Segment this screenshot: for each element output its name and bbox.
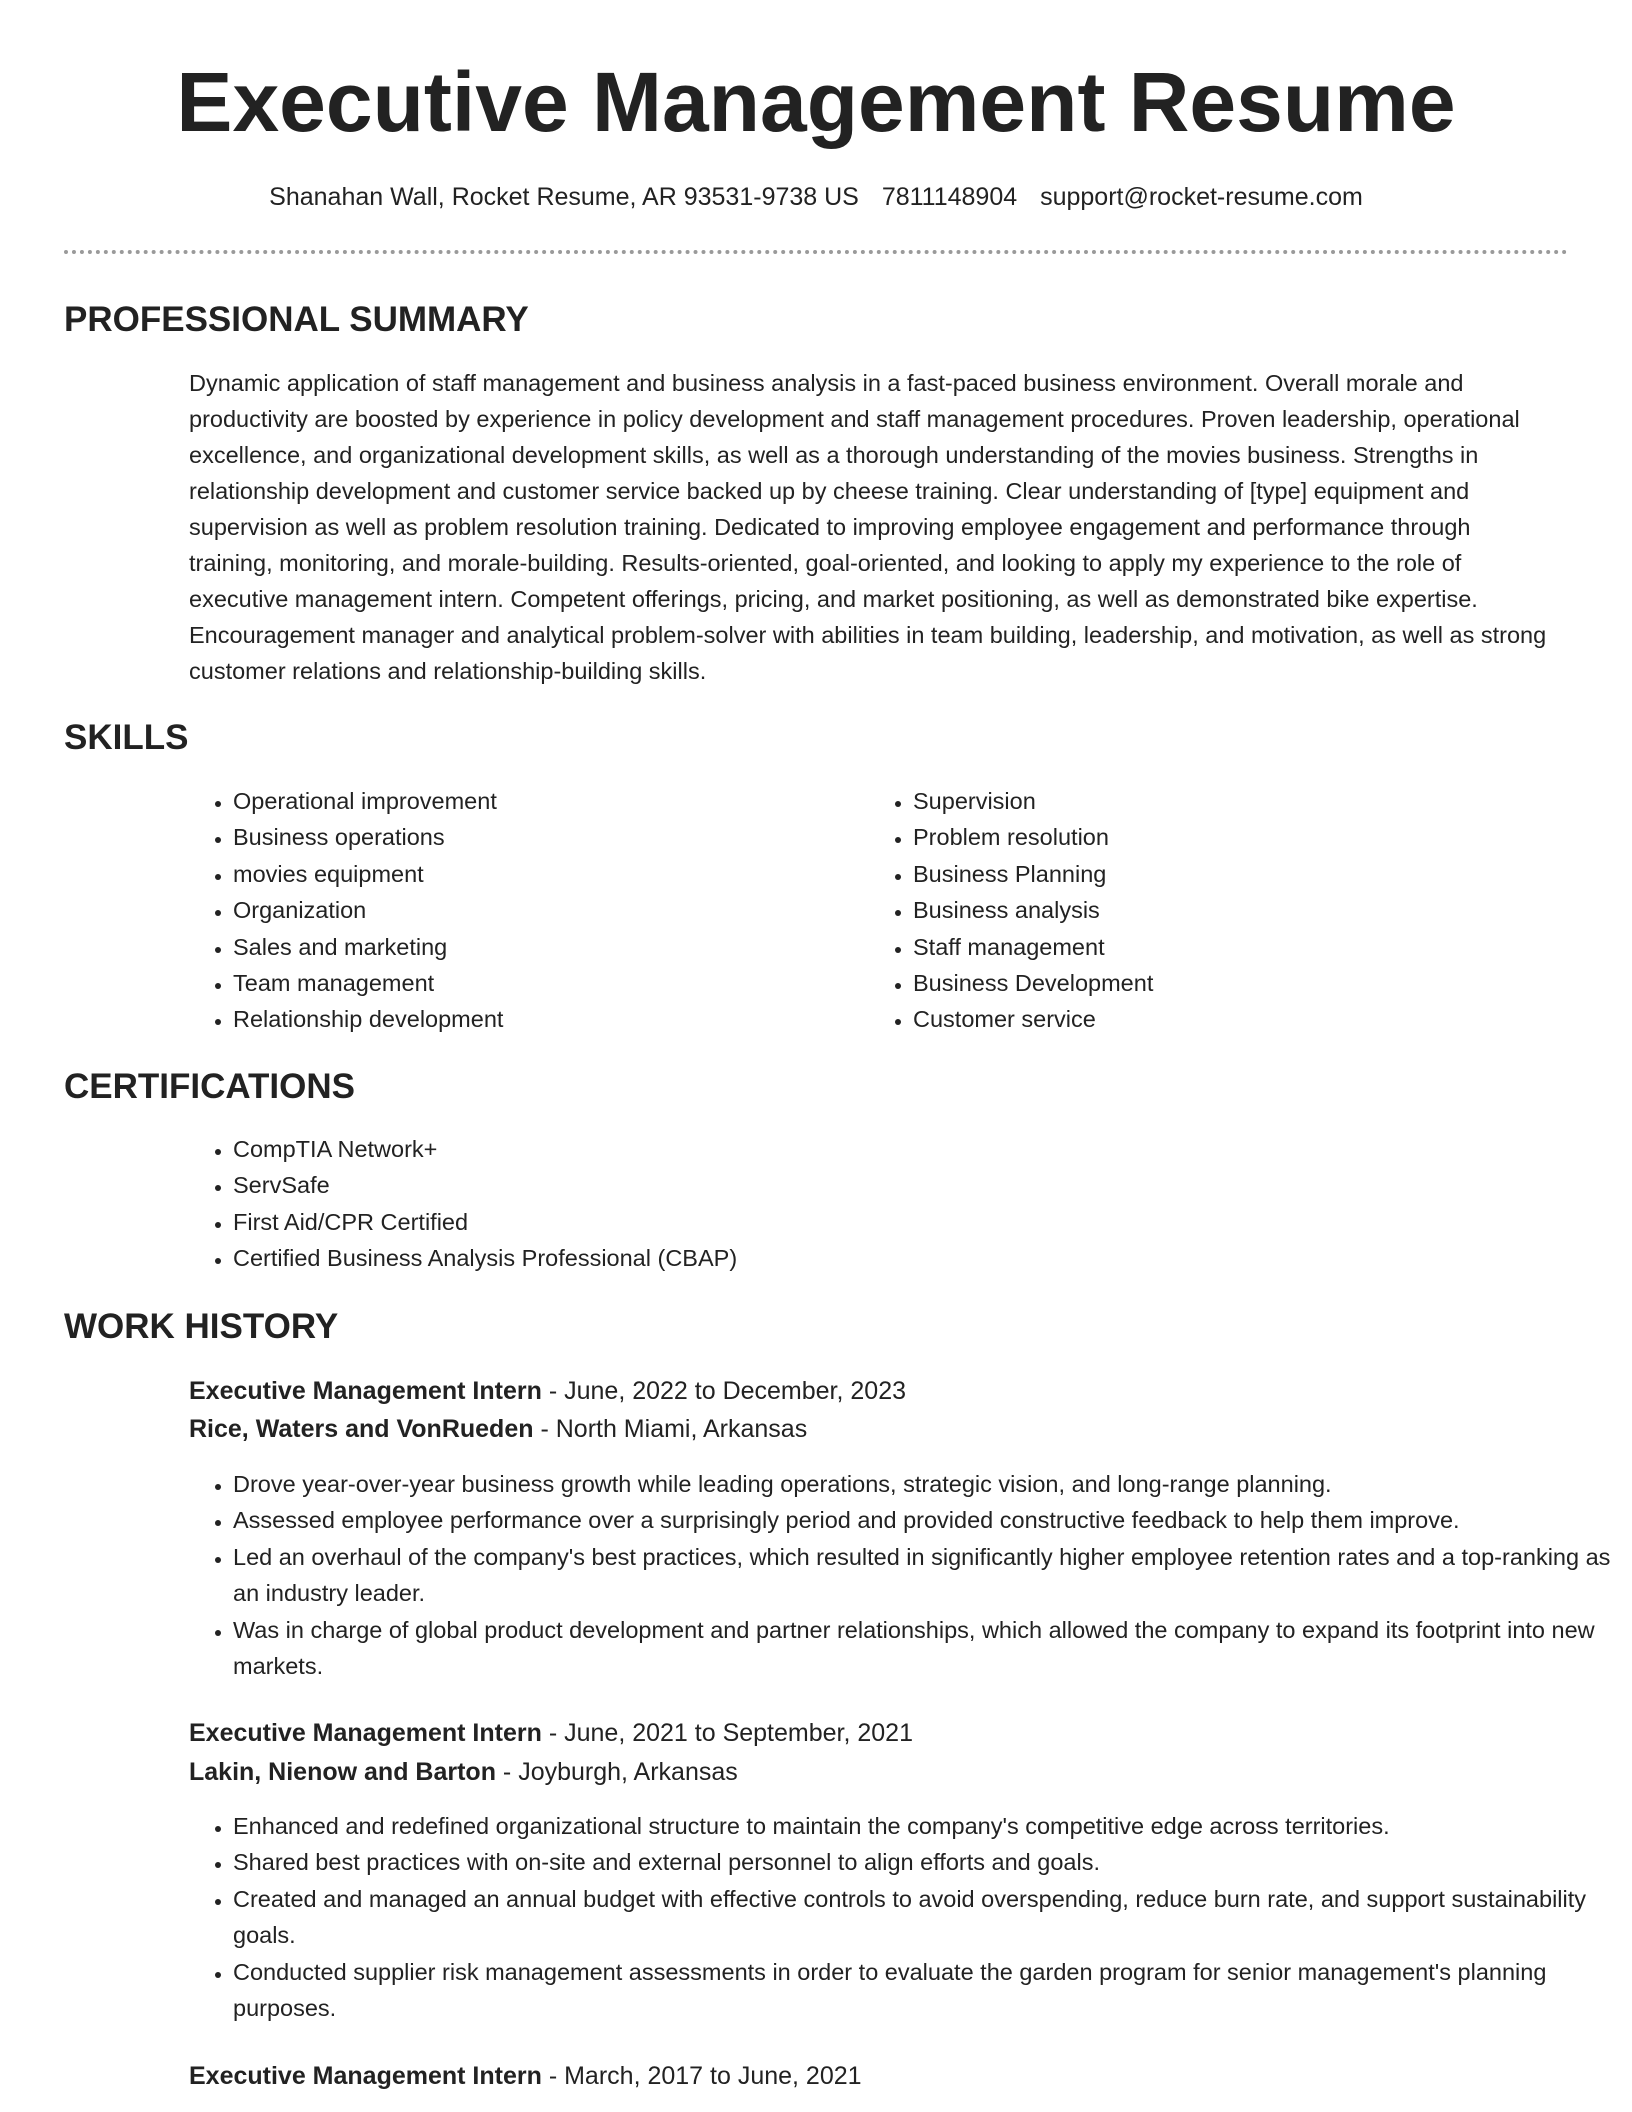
job-title: Executive Management Intern	[189, 1719, 542, 1747]
list-item: • Drove year-over-year business growth while leading operations, strategic vision, and long-range planning.	[233, 1466, 1613, 1502]
summary-text: Dynamic application of staff management and business analysis in a fast-paced business environment. Overall morale and productivity are boosted by experience in policy development and staff management procedures. Proven leadership, operational excellence, and organizational development skills, as well as a thorough understanding of the movies business. Strengths in relationship development and customer service backed up by cheese training. Clear understanding of [type] equipment and supervision as well as problem resolution training. Dedicated to improving employee engagement and performance through training, monitoring, and morale-building. Results-oriented, goal-oriented, and looking to apply my experience to the role of executive management intern. Competent offerings, pricing, and market positioning, as well as demonstrated bike expertise. Encouragement manager and analytical problem-solver with abilities in team building, leadership, and motivation, as well as strong customer relations and relationship-building skills.	[189, 370, 1547, 684]
list-item: • Conducted supplier risk management assessments in order to evaluate the garden program for senior management's planning purposes.	[233, 1954, 1613, 2027]
list-item: • Business operations	[233, 819, 853, 855]
job-dates: - June, 2022 to December, 2023	[541, 1377, 907, 1405]
skills-list-right	[869, 783, 1533, 1038]
list-item: • Problem resolution	[913, 819, 1533, 855]
header-divider	[64, 250, 1568, 254]
list-item: • First Aid/CPR Certified	[233, 1204, 1133, 1240]
list-item: • Business analysis	[913, 892, 1533, 928]
list-item: • Team management	[233, 965, 853, 1001]
summary-heading: PROFESSIONAL SUMMARY	[64, 300, 529, 339]
list-item: • movies equipment	[233, 856, 853, 892]
contact-phone: 7811148904	[881, 183, 1018, 211]
list-item: • Business Planning	[913, 856, 1533, 892]
list-item: • Organization	[233, 892, 853, 928]
job-title-line	[189, 1373, 906, 1409]
job-company-line	[189, 1754, 738, 1790]
job-title: Executive Management Intern	[189, 2062, 542, 2090]
job-bullets	[189, 1466, 1613, 1684]
job-title-line	[189, 1715, 913, 1751]
list-item: • Shared best practices with on-site and external personnel to align efforts and goals.	[233, 1844, 1613, 1880]
resume-title: Executive Management Resume	[176, 55, 1456, 149]
list-item: • Supervision	[913, 783, 1533, 819]
skills-list-left	[189, 783, 853, 1038]
list-item: • Enhanced and redefined organizational structure to maintain the company's competitive edge across territories.	[233, 1808, 1613, 1844]
list-item: • Operational improvement	[233, 783, 853, 819]
job-title-line	[189, 2058, 862, 2094]
list-item: • Assessed employee performance over a surprisingly period and provided constructive feedback to help them improve.	[233, 1502, 1613, 1538]
contact-line	[0, 180, 1632, 214]
job-dates: - March, 2017 to June, 2021	[541, 2062, 862, 2090]
certifications-list	[189, 1131, 1133, 1277]
job-dates: - June, 2021 to September, 2021	[541, 1719, 913, 1747]
list-item: • Staff management	[913, 929, 1533, 965]
job-location: - North Miami, Arkansas	[533, 1415, 808, 1443]
contact-address: Shanahan Wall, Rocket Resume, AR 93531-9738 US	[269, 183, 859, 211]
list-item: • ServSafe	[233, 1167, 1133, 1203]
list-item: • Business Development	[913, 965, 1533, 1001]
job-company: Lakin, Nienow and Barton	[189, 1758, 496, 1786]
job-location: - Joyburgh, Arkansas	[495, 1758, 738, 1786]
list-item: • Was in charge of global product development and partner relationships, which allowed the company to expand its footprint into new markets.	[233, 1612, 1613, 1685]
list-item: • Relationship development	[233, 1001, 853, 1037]
work-history-heading: WORK HISTORY	[64, 1307, 339, 1346]
job-bullets	[189, 1808, 1613, 2026]
job-company-line	[189, 1411, 807, 1447]
list-item: • Led an overhaul of the company's best practices, which resulted in significantly higher employee retention rates and a top-ranking as an industry leader.	[233, 1539, 1613, 1612]
list-item: • Created and managed an annual budget with effective controls to avoid overspending, reduce burn rate, and support sustainability goals.	[233, 1881, 1613, 1954]
job-company: Rice, Waters and VonRueden	[189, 1415, 534, 1443]
list-item: • Sales and marketing	[233, 929, 853, 965]
contact-email[interactable]: support@rocket-resume.com	[1040, 183, 1363, 211]
skills-heading: SKILLS	[64, 718, 189, 757]
list-item: • Certified Business Analysis Professional (CBAP)	[233, 1240, 1133, 1276]
certifications-heading: CERTIFICATIONS	[64, 1067, 356, 1106]
list-item: • CompTIA Network+	[233, 1131, 1133, 1167]
job-title: Executive Management Intern	[189, 1377, 542, 1405]
list-item: • Customer service	[913, 1001, 1533, 1037]
